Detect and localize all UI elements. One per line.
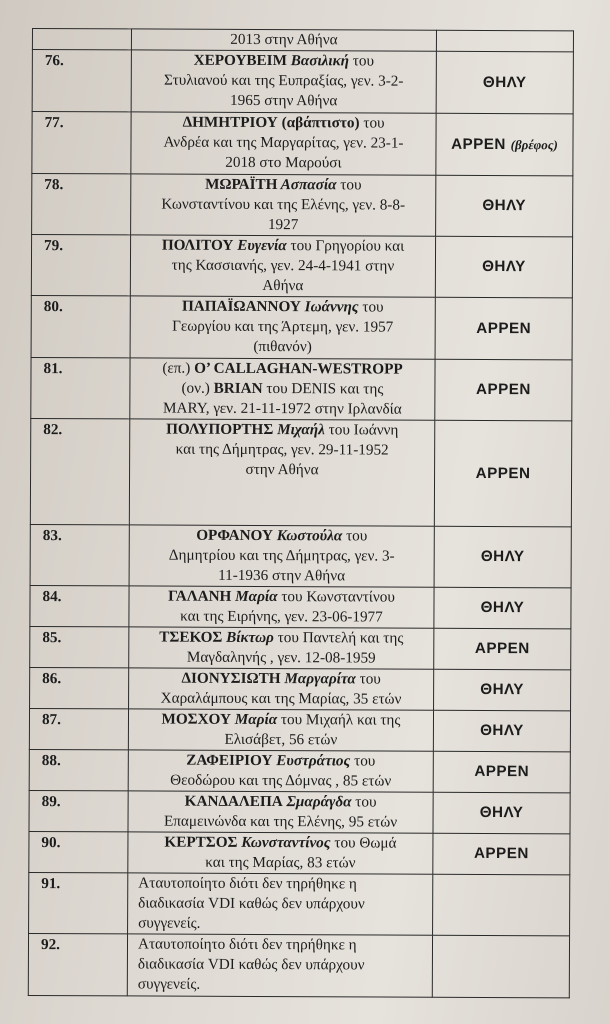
description-line xyxy=(132,852,428,873)
description-line xyxy=(133,606,429,627)
description-text: του Κωνσταντίνου xyxy=(277,588,395,606)
description-text: 2018 στο Μαρούσι xyxy=(225,153,342,172)
surname-text: ΧΕΡΟΥΒΕΙΜ xyxy=(193,51,287,70)
description-line xyxy=(135,235,431,256)
description-line xyxy=(136,90,432,111)
description-text: Κωνσταντίνου και της Ελένης, γεν. 8-8- xyxy=(161,195,406,214)
table-row xyxy=(28,933,569,997)
description-line xyxy=(138,893,428,914)
description-text: Αταυτοποίητο διότι δεν τηρήθηκε η xyxy=(137,935,357,954)
table-row xyxy=(30,524,571,587)
entry-description xyxy=(128,832,433,874)
given-name-text: Κωνσταντίνος xyxy=(237,833,331,852)
entry-number: 83. xyxy=(30,524,129,585)
description-text: Θεοδώρου και της Δόμνας , 85 ετών xyxy=(170,771,392,790)
sex-note: (βρέφος) xyxy=(510,136,558,152)
description-line xyxy=(135,152,431,173)
entry-sex xyxy=(434,628,571,670)
description-text: της Κασσιανής, γεν. 24-4-1941 στην xyxy=(171,256,395,275)
sex-label: ΘΗΛΥ xyxy=(480,721,524,740)
entry-sex xyxy=(434,587,571,629)
sex-label: ΘΗΛΥ xyxy=(482,196,527,215)
sex-label: ΑΡΡΕΝ xyxy=(474,639,530,658)
description-text: Δημητρίου και της Δήμητρας, γεν. 3- xyxy=(168,546,395,565)
table-row xyxy=(30,585,571,628)
entry-sex xyxy=(433,833,570,875)
entry-sex xyxy=(433,874,570,936)
given-name-text: Μιχαήλ xyxy=(273,421,325,439)
sex-label: ΘΗΛΥ xyxy=(480,680,524,699)
entry-sex xyxy=(435,236,572,298)
table-row xyxy=(32,50,573,114)
description-line xyxy=(135,255,431,276)
given-name-text: Μαρία xyxy=(231,587,278,606)
entry-number: 76. xyxy=(32,50,131,112)
description-text: συγγενείς. xyxy=(137,975,201,993)
given-name-text: Ασπασία xyxy=(277,176,337,194)
entry-number: 81. xyxy=(31,357,130,418)
description-line xyxy=(138,954,428,975)
sex-label: ΑΡΡΕΝ xyxy=(474,762,530,781)
entry-description xyxy=(128,873,433,935)
description-text: Χαραλάμπους και της Μαρίας, 35 ετών xyxy=(160,689,402,708)
description-line xyxy=(133,770,429,791)
given-name-text: Βασιλική xyxy=(286,52,350,70)
given-name-text: Βίκτωρ xyxy=(222,628,274,647)
entry-description xyxy=(130,235,435,297)
surname-text: ΤΣΕΚΟΣ xyxy=(159,628,223,646)
description-text: συγγενείς. xyxy=(138,914,201,932)
description-text: διαδικασία VDI καθώς δεν υπάρχουν xyxy=(138,894,365,913)
description-text: Αταυτοποίητο διότι δεν τηρήθηκε η xyxy=(138,874,357,893)
entry-description xyxy=(128,750,433,792)
entry-description xyxy=(131,112,436,175)
description-line xyxy=(136,50,432,71)
description-line xyxy=(138,913,428,934)
entry-description xyxy=(128,709,433,751)
entry-number: 89. xyxy=(29,790,128,831)
entry-number: 92. xyxy=(28,933,127,995)
description-line xyxy=(135,336,431,357)
given-name-text: Ευστράτιος xyxy=(272,752,351,770)
table-row xyxy=(30,418,571,526)
entry-sex xyxy=(436,51,573,114)
sex-label: ΑΡΡΕΝ xyxy=(475,464,531,482)
entry-sex xyxy=(436,30,573,52)
surname-text: ΠΟΛΙΤΟΥ xyxy=(161,236,234,254)
description-line xyxy=(134,565,430,586)
entry-sex xyxy=(434,669,571,711)
surname-text: ΠΑΠΑΪΩΑΝΝΟΥ xyxy=(181,297,301,316)
description-text: Επαμεινώνδα και της Ελένης, 95 ετών xyxy=(163,812,398,831)
entry-description xyxy=(131,29,436,51)
entry-number: 88. xyxy=(29,749,128,790)
entry-sex xyxy=(436,175,573,237)
surname-text: ΔΙΟΝΥΣΙΩΤΗ xyxy=(181,669,281,688)
entry-number: 90. xyxy=(29,831,128,872)
entry-description xyxy=(131,174,436,236)
description-line xyxy=(133,647,429,668)
victims-table xyxy=(28,28,574,998)
entry-number: 79. xyxy=(31,235,130,296)
description-line xyxy=(134,398,430,419)
table-row xyxy=(29,872,570,935)
description-text: του Γρηγορίου και xyxy=(286,237,405,255)
description-text: Αθήνα xyxy=(262,277,304,295)
entry-number: 80. xyxy=(31,295,130,357)
description-line xyxy=(135,214,431,235)
entry-number: 77. xyxy=(32,112,131,174)
sex-label: ΘΗΛΥ xyxy=(480,598,525,617)
description-line xyxy=(132,832,428,853)
description-text: 1965 στην Αθήνα xyxy=(230,91,338,110)
surname-text: ΔΗΜΗΤΡΙΟΥ (αβάπτιστο) xyxy=(182,113,360,132)
surname-text: ΚΑΝΔΑΛΕΠΑ xyxy=(184,792,283,811)
sex-label: ΘΗΛΥ xyxy=(479,803,524,822)
description-line xyxy=(135,132,431,153)
description-text: (επ.) xyxy=(162,359,195,377)
surname-text: O’ CALLAGHAN-WESTROPP xyxy=(194,359,403,378)
given-name-text: Σμαράγδα xyxy=(282,793,352,811)
description-line xyxy=(133,791,429,812)
description-text: του xyxy=(336,176,362,194)
description-text: Ανδρέα και της Μαργαρίτας, γεν. 23-1- xyxy=(163,133,404,152)
table-row xyxy=(31,357,572,420)
description-line xyxy=(134,419,430,440)
description-text: και της Δήμητρας, γεν. 29-11-1952 xyxy=(175,440,389,459)
sex-label: ΑΡΡΕΝ xyxy=(451,135,506,153)
sex-label: ΘΗΛΥ xyxy=(482,257,526,276)
description-text: Ελισάβετ, 56 ετών xyxy=(224,730,338,749)
description-text: του xyxy=(350,752,376,770)
entry-number: 85. xyxy=(30,626,129,667)
surname-text: ΜΩΡΑΪΤΗ xyxy=(205,175,278,194)
description-text: του Θωμά xyxy=(330,834,397,852)
entry-number: 84. xyxy=(30,585,129,626)
description-text: Στυλιανού και της Ευπραξίας, γεν. 3-2- xyxy=(164,71,404,90)
description-line xyxy=(132,811,428,832)
table-row xyxy=(31,295,572,359)
table-row xyxy=(32,112,573,176)
description-line xyxy=(134,459,430,480)
entry-description xyxy=(130,358,435,420)
description-text: Γεωργίου και της Άρτεμη, γεν. 1957 xyxy=(172,317,394,336)
entry-sex xyxy=(434,526,571,588)
description-line xyxy=(135,316,431,337)
description-line xyxy=(136,29,432,50)
table-row xyxy=(30,667,571,710)
description-text: του xyxy=(358,298,384,316)
description-text: του xyxy=(355,670,381,688)
entry-sex xyxy=(434,420,571,527)
description-line xyxy=(138,873,428,894)
entry-number: 91. xyxy=(29,872,128,933)
description-line xyxy=(134,378,430,399)
given-name-text: Ευγενία xyxy=(233,236,287,255)
description-line xyxy=(133,586,429,607)
sex-label: ΑΡΡΕΝ xyxy=(476,319,532,337)
description-text: διαδικασία VDI καθώς δεν υπάρχουν xyxy=(137,955,365,974)
description-line xyxy=(138,934,428,955)
description-text: του xyxy=(359,114,385,132)
description-line xyxy=(135,296,431,317)
entry-sex xyxy=(432,935,569,998)
table-row xyxy=(30,626,571,669)
description-line xyxy=(133,668,429,689)
entry-description xyxy=(130,296,435,359)
description-text: του Μιχαήλ και της xyxy=(277,711,401,729)
description-line xyxy=(136,112,432,133)
table-row xyxy=(32,29,573,52)
given-name-text: Κωστούλα xyxy=(272,527,343,545)
entry-sex xyxy=(436,113,573,176)
description-text: του DENIS και της xyxy=(262,380,384,398)
table-body xyxy=(28,29,573,998)
entry-description xyxy=(129,668,434,710)
description-text: 1927 xyxy=(267,216,299,234)
table-row xyxy=(32,174,573,237)
surname-text: ΜΟΣΧΟΥ xyxy=(161,710,232,728)
table-row xyxy=(29,708,570,751)
table-row xyxy=(29,831,570,874)
description-line xyxy=(133,750,429,771)
description-line xyxy=(138,974,428,995)
description-line xyxy=(134,525,430,546)
entry-sex xyxy=(433,710,570,752)
description-text: του xyxy=(351,793,377,811)
given-name-text: Μαργαρίτα xyxy=(280,670,356,688)
entry-description xyxy=(129,586,434,628)
sex-label: ΘΗΛΥ xyxy=(480,547,525,566)
entry-description xyxy=(128,791,433,833)
sex-label: ΑΡΡΕΝ xyxy=(475,380,531,399)
description-line xyxy=(133,709,429,730)
entry-description xyxy=(129,627,434,669)
table-row xyxy=(31,235,572,298)
description-text: του xyxy=(342,527,368,545)
table-row xyxy=(29,790,570,833)
description-line xyxy=(133,627,429,648)
description-line xyxy=(134,358,430,379)
description-text: 11-1936 στην Αθήνα xyxy=(218,566,346,585)
description-line xyxy=(136,70,432,91)
description-line xyxy=(134,545,430,566)
entry-description xyxy=(131,50,436,113)
surname-text: ΚΕΡΤΣΟΣ xyxy=(164,833,238,851)
surname-text: ΟΡΦΑΝΟΥ xyxy=(196,526,273,545)
entry-number: 82. xyxy=(30,418,129,524)
surname-text: ΠΟΛΥΠΟΡΤΗΣ xyxy=(166,420,274,439)
description-text: 2013 στην Αθήνα xyxy=(230,30,338,49)
entry-sex xyxy=(435,359,572,421)
description-text: του xyxy=(348,52,375,70)
description-line xyxy=(135,194,431,215)
description-text: MARY, γεν. 21-11-1972 στην Ιρλανδία xyxy=(162,399,402,418)
sex-label: ΘΗΛΥ xyxy=(482,73,527,91)
description-text: και της Ειρήνης, γεν. 23-06-1977 xyxy=(180,607,383,626)
description-line xyxy=(135,174,431,195)
description-text: στην Αθήνα xyxy=(245,460,319,479)
description-text: του Παντελή και της xyxy=(273,629,404,647)
table-row xyxy=(29,749,570,792)
description-text: (ον.) xyxy=(181,379,214,397)
entry-description xyxy=(127,934,432,997)
description-line xyxy=(133,729,429,750)
description-line xyxy=(135,275,431,296)
surname-text: ΖΑΦΕΙΡΙΟΥ xyxy=(186,751,273,770)
entry-number xyxy=(32,29,131,50)
description-text: του Ιωάννη xyxy=(324,421,399,439)
description-line xyxy=(133,688,429,709)
entry-sex xyxy=(433,751,570,793)
entry-sex xyxy=(433,792,570,834)
entry-number: 87. xyxy=(29,708,128,749)
entry-description xyxy=(129,419,434,526)
description-text: Μαγδαληνής , γεν. 12-08-1959 xyxy=(186,648,376,667)
entry-number: 86. xyxy=(30,667,129,708)
entry-number: 78. xyxy=(32,174,131,235)
description-line xyxy=(134,439,430,460)
entry-description xyxy=(129,525,434,587)
description-text: (πιθανόν) xyxy=(253,337,312,356)
entry-sex xyxy=(435,297,572,360)
sex-label: ΑΡΡΕΝ xyxy=(473,844,529,863)
given-name-text: Μαρία xyxy=(230,710,278,729)
surname-text: BRIAN xyxy=(213,379,263,398)
given-name-text: Ιωάννης xyxy=(300,298,359,316)
surname-text: ΓΑΛΑΝΗ xyxy=(168,587,232,605)
description-text: και της Μαρίας, 83 ετών xyxy=(205,853,356,872)
